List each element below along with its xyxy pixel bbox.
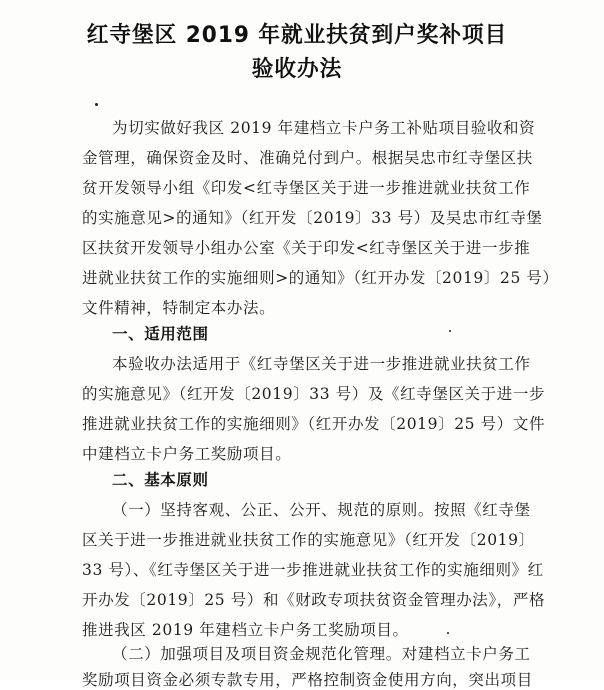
- intro-line: 文件精神，特制定本办法。: [82, 299, 276, 317]
- scope-line: 本验收办法适用于《红寺堡区关于进一步推进就业扶贫工作: [112, 355, 531, 373]
- intro-line: 为切实做好我区 2019 年建档立卡户务工补贴项目验收和资: [112, 119, 536, 137]
- scope-line: 中建档立卡户务工奖励项目。: [82, 445, 292, 463]
- scan-speck: [95, 103, 98, 106]
- principles-line: 33 号）、《红寺堡区关于进一步推进就业扶贫工作的实施细则》红: [82, 561, 544, 579]
- principles-line: 奖励项目资金必须专款专用，严格控制资金使用方向，突出项目: [82, 671, 533, 689]
- section-heading-principles: 二、基本原则: [112, 471, 209, 489]
- intro-line: 区扶贫开发领导小组办公室《关于印发<红寺堡区关于进一步推: [82, 239, 531, 257]
- principles-line: 推进我区 2019 年建档立卡户务工奖励项目。: [82, 621, 409, 639]
- principles-line: 区关于进一步推进就业扶贫工作的实施意见》（红开发〔2019〕: [82, 531, 535, 549]
- document-title-line2: 验收办法: [251, 57, 343, 82]
- principles-line: （二）加强项目及项目资金规范化管理。对建档立卡户务工: [112, 645, 531, 663]
- intro-line: 的实施意见>的通知》（红开发〔2019〕33 号）及吴忠市红寺堡: [82, 209, 543, 227]
- principles-line: （一）坚持客观、公正、公开、规范的原则。按照《红寺堡: [112, 501, 531, 519]
- principles-line: 开办发〔2019〕25 号）和《财政专项扶贫资金管理办法》，严格: [82, 591, 546, 609]
- intro-line: 金管理，确保资金及时、准确兑付到户。根据吴忠市红寺堡区扶: [82, 149, 533, 167]
- intro-line: 贫开发领导小组《印发<红寺堡区关于进一步推进就业扶贫工作: [82, 179, 531, 197]
- document-title-line1: 红寺堡区 2019 年就业扶贫到户奖补项目: [86, 23, 508, 48]
- scope-line: 推进就业扶贫工作的实施细则》（红开办发〔2019〕25 号）文件: [82, 415, 546, 433]
- scan-speck: [449, 330, 451, 332]
- scope-line: 的实施意见》（红开发〔2019〕33 号）及《红寺堡区关于进一步: [82, 385, 546, 403]
- intro-line: 进就业扶贫工作的实施细则>的通知》（红开办发〔2019〕25 号）: [82, 269, 559, 287]
- section-heading-scope: 一、适用范围: [112, 325, 209, 343]
- scan-speck: [447, 632, 449, 634]
